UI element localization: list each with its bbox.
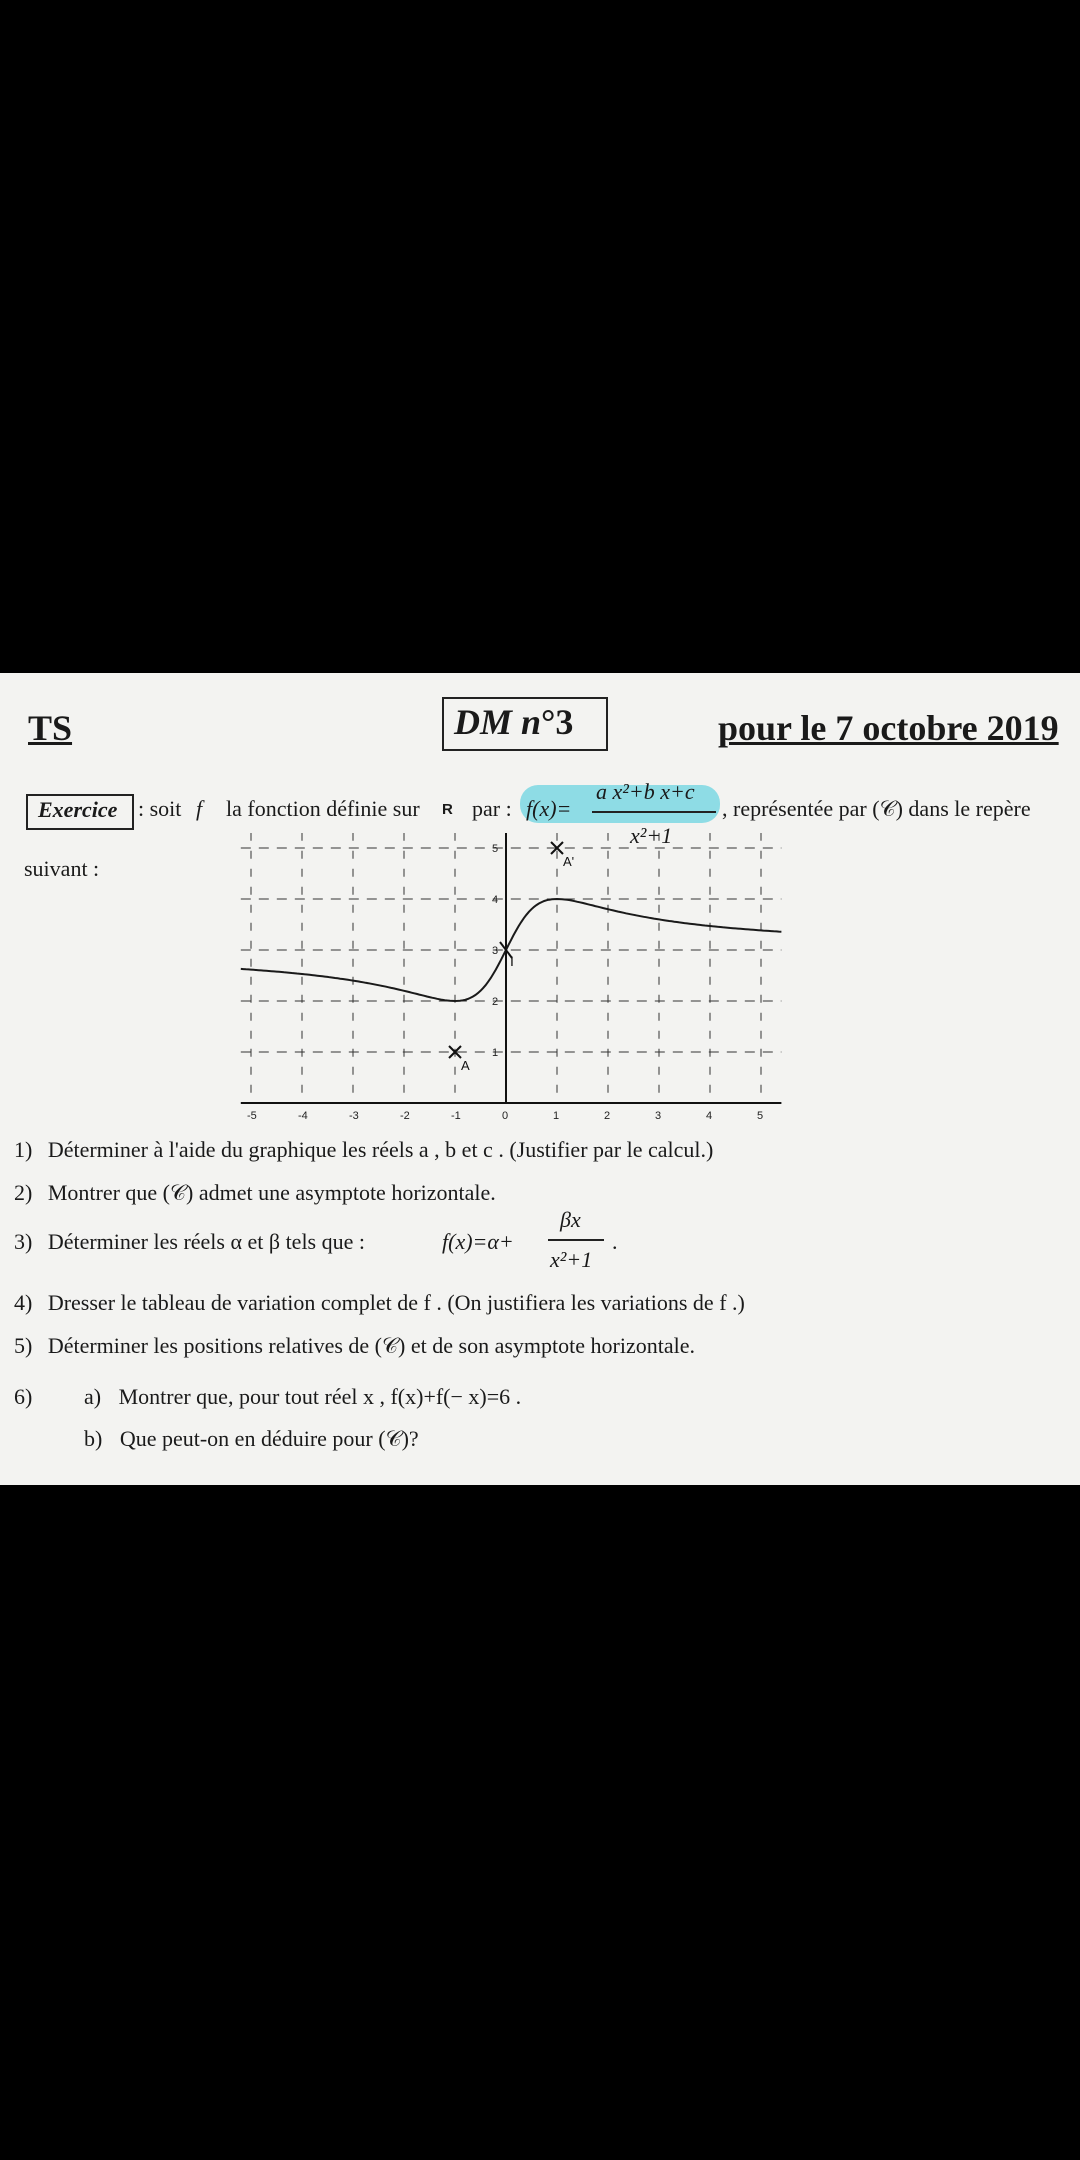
formula-lhs: f(x)= <box>526 796 572 821</box>
question-4-text: Dresser le tableau de variation complet de f . (On justifiera les variations de f .) <box>47 1290 745 1315</box>
question-3-num: 3) <box>14 1229 33 1254</box>
y-tick-label: 5 <box>492 843 499 855</box>
y-tick-label: 1 <box>492 1047 499 1059</box>
y-tick-label: 3 <box>492 945 499 957</box>
question-6a-text: Montrer que, pour tout réel x , f(x)+f(− x)=6 . <box>118 1384 522 1409</box>
question-2-num: 2) <box>14 1180 33 1205</box>
exercise-label: Exercice <box>38 797 118 822</box>
question-6b-letter: b) <box>84 1426 103 1451</box>
question-6b <box>84 1426 419 1452</box>
title-main: DM n <box>454 702 542 742</box>
question-4 <box>14 1290 745 1316</box>
intro-text-e: suivant : <box>24 856 100 881</box>
point-label-A: A <box>461 1058 470 1073</box>
question-4-num: 4) <box>14 1290 33 1315</box>
function-graph <box>236 833 786 1123</box>
real-set-symbol: R <box>442 801 453 818</box>
question-6-num: 6) <box>14 1384 33 1409</box>
x-tick-label: 2 <box>604 1110 611 1122</box>
question-6b-text: Que peut-on en déduire pour (𝒞)? <box>119 1426 419 1451</box>
intro-f: f <box>196 796 203 821</box>
graph-points <box>449 842 574 1073</box>
intro-text-c: par : <box>472 796 512 821</box>
question-6a-letter: a) <box>84 1384 102 1409</box>
question-6a <box>84 1384 521 1410</box>
intro-text-d: , représentée par (𝒞) dans le repère <box>722 796 1031 821</box>
x-tick-label: -3 <box>349 1110 359 1122</box>
x-tick-label: -1 <box>451 1110 461 1122</box>
question-2-text: Montrer que (𝒞) admet une asymptote horizontale. <box>47 1180 496 1205</box>
assignment-title <box>454 701 573 743</box>
question-3-formula-lhs: f(x)=α+ <box>442 1229 514 1254</box>
formula-denominator: x²+1 <box>630 823 673 848</box>
question-5 <box>14 1333 695 1359</box>
x-tick-label: -5 <box>247 1110 257 1122</box>
formula-numerator: a x²+b x+c <box>596 779 695 804</box>
y-tick-label: 2 <box>492 996 499 1008</box>
question-3-fraction-bar <box>548 1239 604 1241</box>
class-label: TS <box>28 708 73 748</box>
intro-text-b: la fonction définie sur <box>226 796 420 821</box>
x-tick-label: 1 <box>553 1110 560 1122</box>
question-3-formula-den: x²+1 <box>550 1247 593 1272</box>
question-2 <box>14 1180 496 1206</box>
intro-text-a: : soit <box>138 796 182 821</box>
x-tick-label: 4 <box>706 1110 713 1122</box>
worksheet-page <box>0 673 1080 1485</box>
x-tick-label: -4 <box>298 1110 308 1122</box>
question-1 <box>14 1137 713 1163</box>
y-tick-label: 4 <box>492 894 499 906</box>
question-3-formula-num: βx <box>560 1207 581 1232</box>
x-tick-label: -2 <box>400 1110 410 1122</box>
question-1-num: 1) <box>14 1137 33 1162</box>
due-date: pour le 7 octobre 2019 <box>718 708 1059 748</box>
point-label-I: I <box>510 953 514 969</box>
question-1-text: Déterminer à l'aide du graphique les réels a , b et c . (Justifier par le calcul.) <box>47 1137 714 1162</box>
question-3-period: . <box>612 1229 618 1254</box>
x-tick-label: 0 <box>502 1110 509 1122</box>
question-5-text: Déterminer les positions relatives de (𝒞) et de son asymptote horizontale. <box>47 1333 695 1358</box>
point-label-A-prime: A' <box>563 854 575 869</box>
fraction-bar <box>592 811 716 813</box>
x-tick-label: 3 <box>655 1110 662 1122</box>
question-3-text: Déterminer les réels α et β tels que : <box>47 1229 365 1254</box>
question-5-num: 5) <box>14 1333 33 1358</box>
question-3 <box>14 1229 365 1255</box>
x-tick-label: 5 <box>757 1110 764 1122</box>
title-num: °3 <box>541 702 574 742</box>
